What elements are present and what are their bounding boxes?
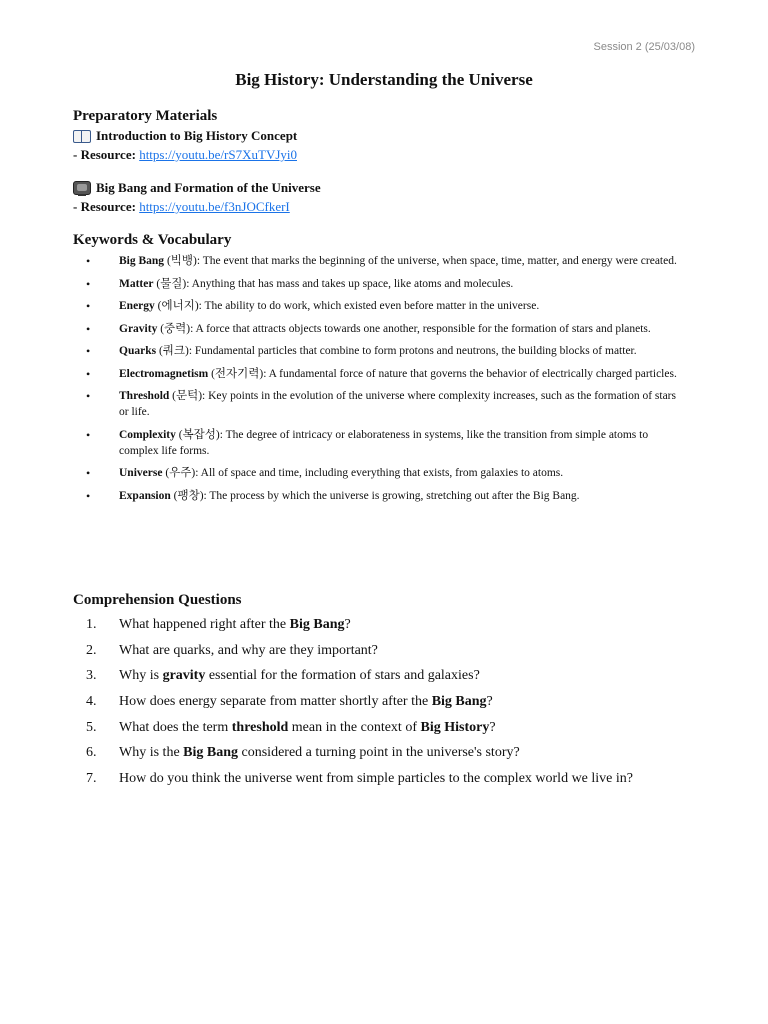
- question-item: [86, 615, 726, 634]
- resource-line-2: [73, 199, 290, 215]
- vocab-item: [86, 465, 686, 481]
- vocab-item: [86, 366, 686, 382]
- vocabulary-list: [86, 253, 686, 510]
- vocab-term: Energy: [119, 300, 155, 312]
- question-text: How does energy separate from matter shortly after the: [119, 694, 432, 710]
- bullet: •: [86, 389, 91, 403]
- resource-link-1[interactable]: https://youtu.be/rS7XuTVJyi0: [139, 147, 297, 162]
- question-text: essential for the formation of stars and galaxies?: [205, 668, 480, 684]
- bullet: •: [86, 366, 91, 381]
- question-item: [86, 641, 726, 660]
- resource-label: - Resource:: [73, 147, 136, 162]
- vocab-item: [86, 276, 686, 292]
- vocab-korean: (팽창): [173, 489, 204, 502]
- question-text: Why is the: [119, 745, 184, 761]
- bullet: •: [86, 488, 91, 503]
- vocab-item: [86, 321, 686, 337]
- vocab-item: [86, 253, 686, 269]
- vocab-term: Quarks: [119, 345, 157, 357]
- bullet: •: [86, 344, 91, 358]
- question-item: [86, 718, 726, 737]
- vocab-definition: : All of space and time, including everything that exists, from galaxies to atoms.: [195, 467, 564, 479]
- question-number: 2.: [86, 642, 97, 658]
- question-text: Big Bang: [431, 694, 487, 710]
- question-item: [86, 769, 726, 788]
- resource-label: - Resource:: [73, 199, 136, 214]
- vocab-definition: : Fundamental particles that combine to form protons and neutrons, the building blocks of matter.: [188, 345, 637, 357]
- book-icon: [73, 128, 91, 144]
- vocab-term: Gravity: [119, 322, 158, 335]
- resource-link-2[interactable]: https://youtu.be/f3nJOCfkerI: [139, 199, 290, 214]
- vocab-item: [86, 488, 686, 504]
- question-item: [86, 692, 726, 711]
- question-text: How do you think the universe went from simple particles to the complex world we live in?: [119, 771, 633, 787]
- question-number: 1.: [86, 617, 97, 632]
- tv-icon: [73, 180, 91, 196]
- question-text: Why is: [119, 668, 163, 684]
- vocab-korean: (문턱): [172, 390, 203, 402]
- vocab-term: Expansion: [119, 489, 171, 502]
- resource-title-text: Introduction to Big History Concept: [96, 128, 298, 143]
- question-number: 4.: [86, 694, 97, 710]
- vocab-term: Big Bang: [119, 255, 165, 267]
- vocab-term: Electromagnetism: [119, 367, 209, 380]
- vocab-definition: : A force that attracts objects towards one another, responsible for the formation of stars and planets.: [190, 322, 651, 335]
- vocab-korean: (전자기력): [211, 367, 264, 380]
- vocab-term: Matter: [119, 277, 154, 290]
- vocab-korean: (중력): [160, 322, 191, 335]
- vocab-item: [86, 388, 686, 420]
- vocab-korean: (복잡성): [178, 428, 220, 441]
- bullet: •: [86, 427, 91, 442]
- bullet: •: [86, 299, 91, 313]
- question-number: 6.: [86, 745, 97, 761]
- question-number: 5.: [86, 719, 97, 735]
- question-item: [86, 743, 726, 762]
- question-text: ?: [486, 694, 493, 710]
- vocab-item: [86, 298, 686, 314]
- vocab-item: [86, 427, 686, 459]
- vocab-term: Universe: [119, 467, 163, 479]
- question-text: What does the term: [119, 719, 232, 735]
- page-title: Big History: Understanding the Universe: [235, 70, 533, 89]
- vocab-definition: : The degree of intricacy or elaborateness in systems, like the transition from simple atoms to complex life forms.: [119, 428, 649, 457]
- bullet: •: [86, 466, 91, 480]
- vocab-item: [86, 343, 686, 359]
- question-text: threshold: [231, 719, 289, 735]
- question-text: ?: [344, 617, 351, 632]
- vocab-korean: (우주): [165, 467, 196, 479]
- vocab-definition: : Anything that has mass and takes up space, like atoms and molecules.: [186, 277, 514, 290]
- question-text: mean in the context of: [288, 719, 421, 735]
- question-number: 3.: [86, 668, 97, 684]
- resource-line-1: [73, 147, 297, 163]
- bullet: •: [86, 321, 91, 336]
- vocab-korean: (빅뱅): [166, 255, 197, 267]
- prep-heading: Preparatory Materials: [73, 108, 218, 124]
- vocab-korean: (에너지): [157, 300, 199, 312]
- question-text: considered a turning point in the universe's story?: [238, 745, 520, 761]
- session-label: Session 2 (25/03/08): [593, 41, 695, 53]
- keywords-heading: Keywords & Vocabulary: [73, 232, 232, 248]
- bullet: •: [86, 276, 91, 291]
- question-item: [86, 666, 726, 685]
- question-text: What happened right after the: [119, 617, 290, 632]
- question-text: ?: [489, 719, 496, 735]
- question-text: Big Bang: [289, 617, 345, 632]
- vocab-term: Threshold: [119, 390, 170, 402]
- vocab-definition: : Key points in the evolution of the universe where complexity increases, such as the formation of stars or life.: [119, 390, 676, 418]
- question-text: Big Bang: [183, 745, 239, 761]
- resource-title-text: Big Bang and Formation of the Universe: [96, 180, 321, 195]
- questions-heading: Comprehension Questions: [73, 592, 242, 608]
- resource-title-1: [73, 128, 297, 144]
- resource-title-2: [73, 180, 321, 196]
- question-text: Big History: [420, 719, 490, 735]
- vocab-term: Complexity: [119, 428, 176, 441]
- vocab-definition: : A fundamental force of nature that governs the behavior of electrically charged particles.: [263, 367, 677, 380]
- vocab-definition: : The ability to do work, which existed even before matter in the universe.: [198, 300, 540, 312]
- vocab-definition: : The process by which the universe is growing, stretching out after the Big Bang.: [203, 489, 580, 502]
- vocab-korean: (쿼크): [158, 345, 189, 357]
- question-text: gravity: [162, 668, 206, 684]
- question-number: 7.: [86, 771, 97, 787]
- question-text: What are quarks, and why are they important?: [119, 642, 378, 658]
- vocab-korean: (물질): [156, 277, 187, 290]
- vocab-definition: : The event that marks the beginning of the universe, when space, time, matter, and energy were created.: [196, 255, 677, 267]
- questions-list: [86, 615, 726, 795]
- bullet: •: [86, 254, 91, 268]
